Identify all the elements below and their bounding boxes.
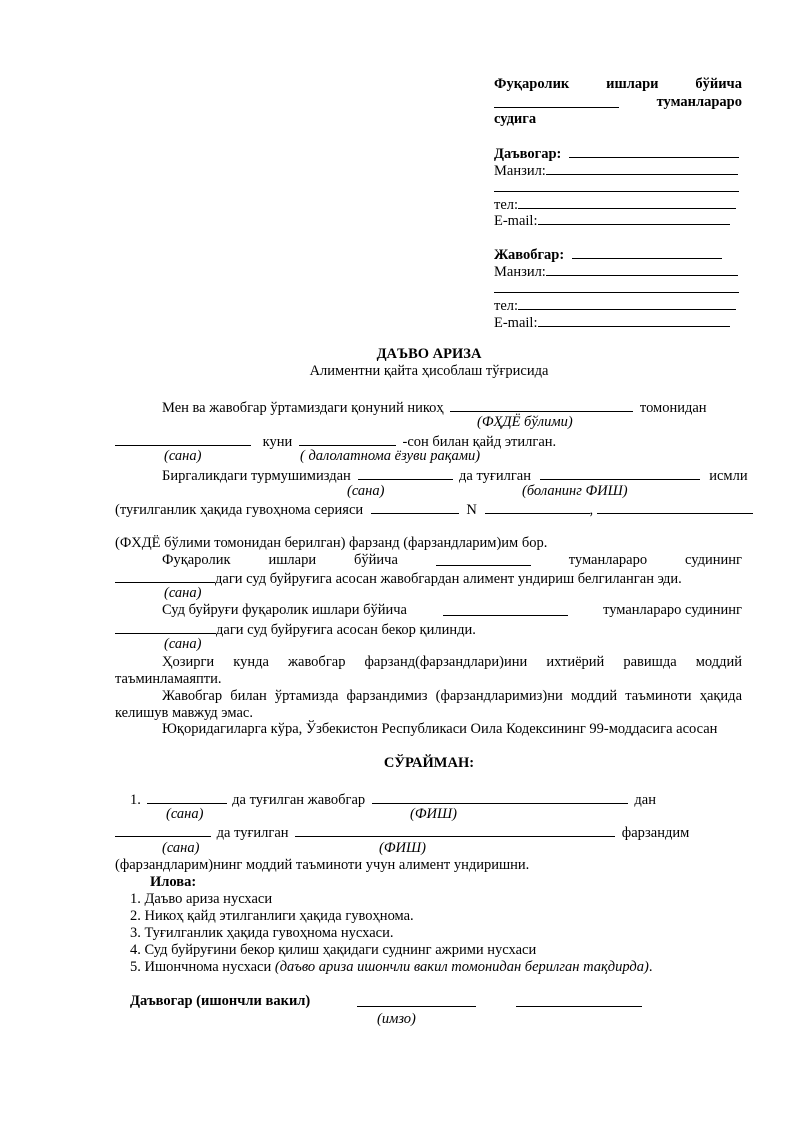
defendant-label: Жавобгар:	[494, 247, 565, 263]
defendant-fio-blank[interactable]	[372, 790, 628, 804]
body-text: -сон билан қайд этилган.	[402, 434, 557, 450]
hint-date: (сана)	[166, 806, 204, 822]
plaintiff-email-label: E-mail:	[494, 213, 538, 229]
court-district-blank[interactable]	[494, 94, 619, 108]
recipient-word: ишлари	[606, 76, 659, 92]
plaintiff-phone-label: тел:	[494, 197, 519, 213]
defendant-phone-label: тел:	[494, 298, 519, 314]
plaintiff-phone-blank[interactable]	[518, 195, 736, 209]
body-text: туманлараро	[568, 552, 648, 568]
body-text: .	[648, 959, 653, 975]
hint-child-name: (боланинг ФИШ)	[522, 483, 628, 499]
certificate-number-blank[interactable]	[485, 500, 590, 514]
recipient-line-3: судига	[494, 111, 537, 127]
recipient-word: туманлараро	[656, 94, 742, 110]
signer-name-blank[interactable]	[516, 1006, 642, 1007]
body-text: N	[466, 502, 477, 518]
defendant-birth-date-blank[interactable]	[147, 790, 227, 804]
plaintiff-address-blank-2[interactable]	[494, 191, 739, 192]
attachments-heading: Илова:	[150, 874, 197, 890]
court-district-blank-2[interactable]	[436, 552, 531, 566]
cancel-order-date-blank[interactable]	[115, 620, 216, 634]
hint-date: (сана)	[347, 483, 385, 499]
request-line-1	[130, 790, 656, 809]
body-text: дан	[634, 792, 656, 808]
hint-fio: (ФИШ)	[410, 806, 457, 822]
attachment-item: 3. Туғилганлик ҳақида гувоҳнома нусхаси.	[130, 925, 394, 941]
body-line-1	[162, 398, 707, 417]
request-heading: СЎРАЙМАН:	[383, 755, 475, 771]
body-line-12: Юқоридагиларга кўра, Ўзбекистон Республикаси Оила Кодексининг 99-моддасига асосан	[162, 721, 718, 737]
body-text: да туғилган	[459, 468, 531, 484]
document-title: ДАЪВО АРИЗА	[376, 346, 482, 362]
attachment-item: 4. Суд буйруғини бекор қилиш ҳақидаги суднинг ажрими нусхаси	[130, 942, 537, 958]
hint-date: (сана)	[162, 840, 200, 856]
body-text: Суд буйруғи фуқаролик ишлари бўйича	[162, 602, 407, 618]
registry-office-blank[interactable]	[450, 398, 633, 412]
body-text-italic: (даъво ариза ишончли вакил томонидан берилган тақдирда)	[274, 959, 649, 975]
plaintiff-email-line	[494, 211, 730, 230]
body-text: судининг	[685, 552, 742, 568]
defendant-address-label: Манзил:	[494, 264, 546, 280]
signature-label: Даъвогар (ишончли вакил)	[130, 993, 311, 1009]
plaintiff-email-blank[interactable]	[538, 211, 730, 225]
body-text: фарзандим	[621, 825, 690, 841]
body-line-10b: таъминламаяпти.	[115, 671, 222, 687]
child-name-blank[interactable]	[540, 466, 700, 480]
marriage-date-blank[interactable]	[115, 432, 251, 446]
body-line-6	[162, 552, 742, 569]
body-text: исмли	[709, 468, 748, 484]
hint-record-number: ( далолатнома ёзуви рақами)	[300, 448, 481, 464]
body-text: да туғилган	[216, 825, 289, 841]
defendant-address-blank-2[interactable]	[494, 292, 739, 293]
attachment-item: 2. Никоҳ қайд этилганлиги ҳақида гувоҳнома.	[130, 908, 414, 924]
body-text: туманлараро судининг	[603, 602, 742, 618]
plaintiff-address-label: Манзил:	[494, 163, 546, 179]
body-text: (туғилганлик ҳақида гувоҳнома серияси	[115, 502, 364, 518]
defendant-phone-blank[interactable]	[518, 296, 736, 310]
body-line-5: (ФХДЁ бўлими томонидан берилган) фарзанд (фарзандларим)им бор.	[115, 535, 548, 551]
body-text: Фуқаролик	[162, 552, 231, 568]
defendant-email-blank[interactable]	[538, 313, 730, 327]
body-line-11: Жавобгар билан ўртамизда фарзандимиз (фарзандларимиз)ни моддий таъминоти ҳақида	[162, 688, 742, 704]
request-line-3: (фарзандларим)нинг моддий таъминоти учун алимент ундиришни.	[115, 857, 530, 873]
recipient-line-1	[494, 76, 742, 93]
body-text: 5. Ишончнома нусхаси	[130, 959, 272, 975]
plaintiff-label: Даъвогар:	[494, 146, 562, 162]
body-text: да туғилган жавобгар	[232, 792, 366, 808]
attachment-item	[130, 959, 652, 976]
recipient-word: бўйича	[695, 76, 742, 92]
body-text: Мен ва жавобгар ўртамиздаги қонуний никоҳ	[162, 400, 444, 416]
document-subtitle: Алиментни қайта ҳисоблаш тўғрисида	[309, 363, 549, 379]
plaintiff-address-line	[494, 161, 738, 180]
hint-date: (сана)	[164, 636, 202, 652]
hint-date: (сана)	[164, 585, 202, 601]
body-text: бўйича	[354, 552, 398, 568]
child-fio-blank[interactable]	[295, 823, 615, 837]
certificate-date-blank[interactable]	[597, 500, 753, 514]
body-text: Биргаликдаги турмушимиздан	[162, 468, 351, 484]
plaintiff-name-blank[interactable]	[569, 144, 739, 158]
body-line-4: (туғилганлик ҳақида гувоҳнома серияси N ,	[115, 500, 753, 519]
signature-blank[interactable]	[357, 1006, 476, 1007]
defendant-name-blank[interactable]	[572, 245, 722, 259]
defendant-email-label: E-mail:	[494, 315, 538, 331]
hint-fio: (ФИШ)	[379, 840, 426, 856]
body-line-8	[162, 602, 742, 619]
body-text: даги суд буйруғига асосан бекор қилинди.	[216, 622, 476, 638]
order-date-blank[interactable]	[115, 569, 215, 583]
child-birth-date-blank-2[interactable]	[115, 823, 211, 837]
plaintiff-address-blank[interactable]	[546, 161, 738, 175]
body-line-3	[162, 466, 748, 485]
record-number-blank[interactable]	[299, 432, 396, 446]
body-text: ишлари	[268, 552, 317, 568]
body-text: даги суд буйруғига асосан жавобгардан алимент ундириш белгиланган эди.	[215, 571, 682, 587]
hint-signature: (имзо)	[377, 1011, 416, 1027]
court-district-blank-3[interactable]	[443, 602, 568, 616]
hint-date: (сана)	[164, 448, 202, 464]
defendant-address-line	[494, 262, 738, 281]
body-line-10: Ҳозирги кунда жавобгар фарзанд(фарзандлари)ини ихтиёрий равишда моддий	[162, 654, 742, 670]
body-text: томонидан	[639, 400, 707, 416]
defendant-address-blank[interactable]	[546, 262, 738, 276]
request-number: 1.	[130, 792, 141, 808]
certificate-series-blank[interactable]	[371, 500, 459, 514]
attachment-item: 1. Даъво ариза нусхаси	[130, 891, 273, 907]
body-line-11b: келишув мавжуд эмас.	[115, 705, 253, 721]
body-text: куни	[262, 434, 293, 450]
recipient-line-2	[494, 94, 742, 111]
hint-registry-office: (ФҲДЁ бўлими)	[477, 414, 573, 430]
child-birth-date-blank[interactable]	[358, 466, 453, 480]
recipient-word: Фуқаролик	[494, 76, 570, 92]
defendant-email-line	[494, 313, 730, 332]
